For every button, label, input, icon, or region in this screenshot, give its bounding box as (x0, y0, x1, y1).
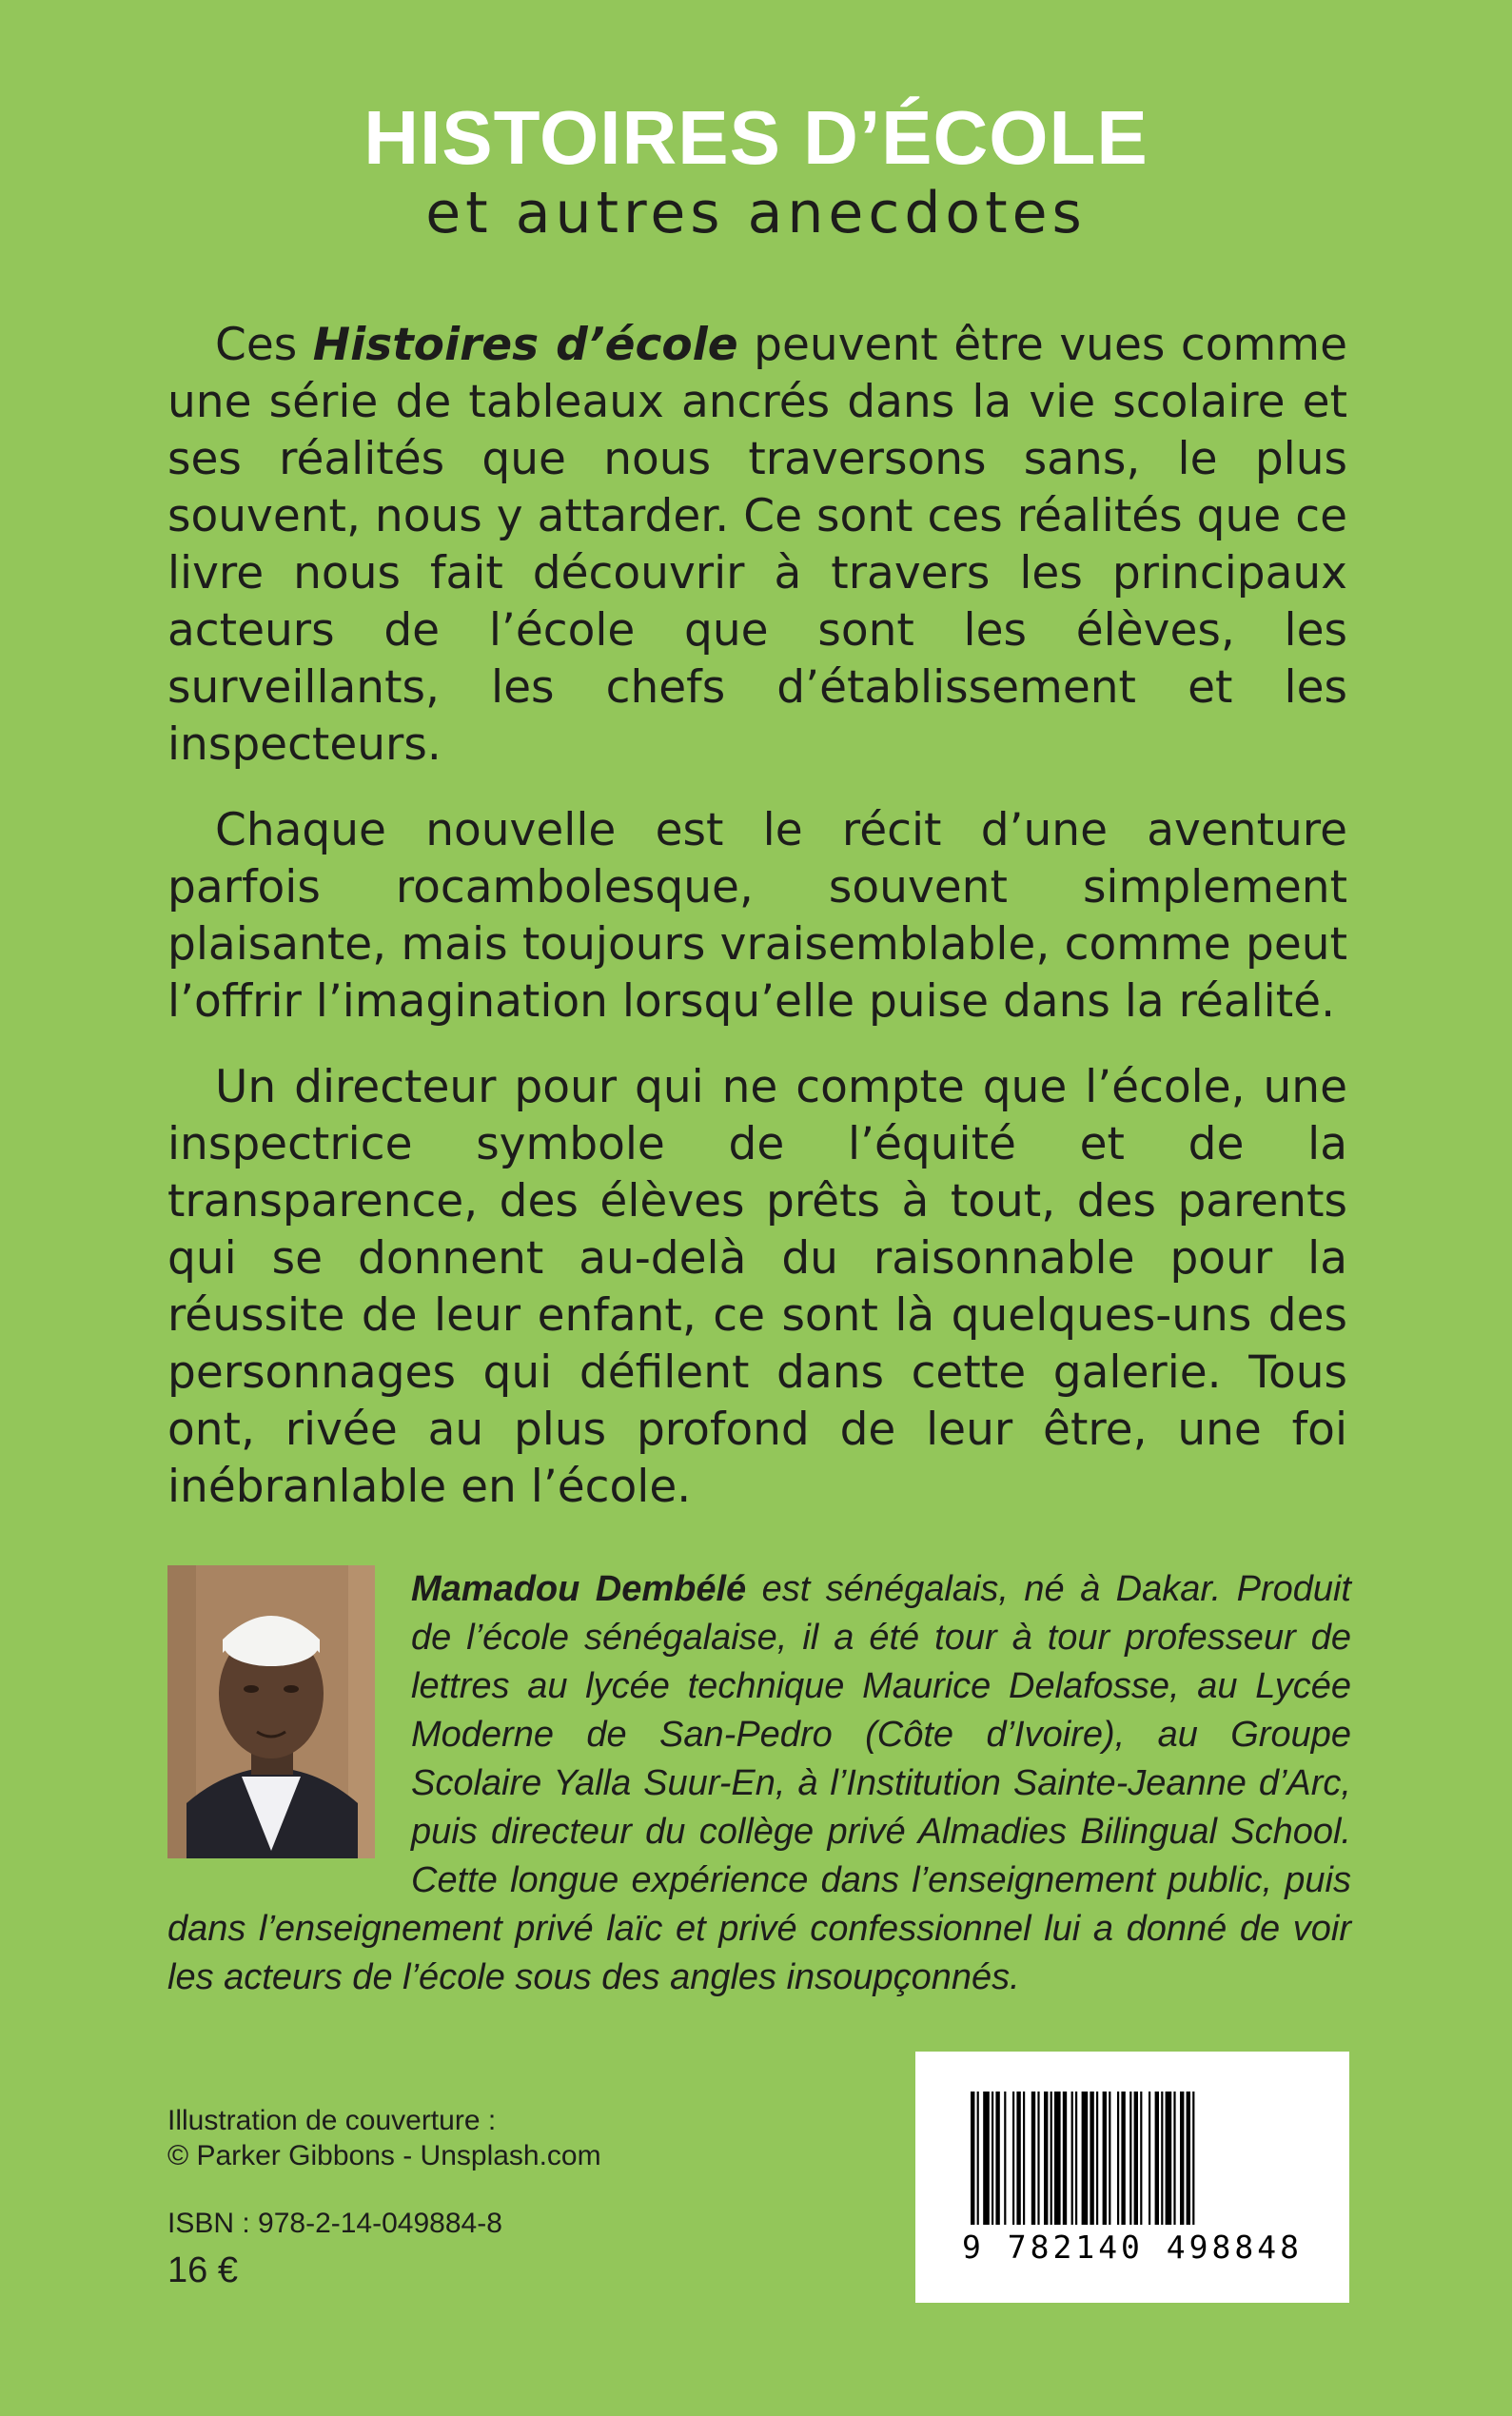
barcode-bar (1180, 2092, 1184, 2225)
blurb-p1-emphasis: Histoires d’école (312, 319, 738, 371)
barcode-bar (1187, 2092, 1190, 2225)
barcode-bar (1134, 2092, 1138, 2225)
blurb-paragraph-2: Chaque nouvelle est le récit d’une aventure parfois rocambolesque, souvent simplement plaisante, mais toujours vraisemblable, comme peut l’offrir l’imagination lorsqu’elle puise dans la réalité. (167, 804, 1347, 1028)
price: 16 € (167, 2250, 238, 2290)
credits-line-1: Illustration de couverture : (167, 2105, 497, 2136)
barcode-bar (1090, 2092, 1093, 2225)
barcode-bar (1082, 2092, 1089, 2225)
barcode-bar (1023, 2092, 1025, 2225)
barcode-bar (1096, 2092, 1098, 2225)
barcode-bar (1149, 2092, 1150, 2225)
barcode-bars (915, 2052, 1349, 2242)
author-name: Mamadou Dembélé (411, 1569, 747, 1609)
blurb (167, 317, 1347, 1544)
isbn: ISBN : 978-2-14-049884-8 (167, 2208, 502, 2239)
barcode-bar (1054, 2092, 1061, 2225)
author-bio-text: est sénégalais, né à Dakar. Produit de l’école sénégalaise, il a été tour à tour professeur de lettres au lycée technique Maurice Delafosse, au Lycée Moderne de San-Pedro (Côte d’Ivoire), au Groupe Scolaire Yalla Suur-En, à l’Institution Sainte-Jeanne d’Arc, puis directeur du collège privé Almadies Bilingual School. Cette longue expérience dans l’enseignement public, puis dans l’enseignement privé laïc et privé confessionnel lui a donné de voir les acteurs de l’école sous des angles insoupçonnés. (167, 1569, 1351, 1997)
barcode-bar (1103, 2092, 1107, 2225)
blurb-p1-rest: peuvent être vues comme une série de tableaux ancrés dans la vie scolaire et ses réalités que nous traversons sans, le plus souvent, nous y attarder. Ce sont ces réalités que ce livre nous fait découvrir à travers les principaux acteurs de l’école que sont les élèves, les surveillants, les chefs d’établissement et les inspecteurs. (167, 319, 1347, 771)
barcode-bar (992, 2092, 993, 2225)
barcode-digits: 9 782140 498848 (961, 2229, 1303, 2266)
barcode-bar (1016, 2092, 1020, 2225)
barcode-bar (1173, 2092, 1175, 2225)
blurb-p1-lead: Ces (215, 319, 313, 371)
barcode-bar (1004, 2092, 1006, 2225)
blurb-paragraph-1 (167, 317, 1347, 774)
barcode-bar (1166, 2092, 1172, 2225)
author-photo (167, 1565, 375, 1858)
barcode-bar (1140, 2092, 1142, 2225)
book-subtitle: et autres anecdotes (425, 180, 1087, 246)
barcode-bar (995, 2092, 999, 2225)
barcode-bar (1012, 2092, 1014, 2225)
barcode-bar (1051, 2092, 1052, 2225)
author-section (167, 1565, 1351, 2002)
barcode-bar (1044, 2092, 1048, 2225)
barcode-bar (971, 2092, 974, 2225)
barcode-bar (1121, 2092, 1125, 2225)
barcode-bar (1155, 2092, 1159, 2225)
barcode-bar (1117, 2092, 1119, 2225)
barcode-bar (1192, 2092, 1194, 2225)
barcode-bar (1129, 2092, 1131, 2225)
barcode-bar (983, 2092, 990, 2225)
barcode-bar (1063, 2092, 1067, 2225)
barcode-bar (1031, 2092, 1035, 2225)
cover-credits (167, 2103, 601, 2173)
cover-title-block (0, 95, 1512, 246)
barcode-bar (1161, 2092, 1163, 2225)
credits-line-2: © Parker Gibbons - Unsplash.com (167, 2140, 601, 2171)
blurb-paragraph-3: Un directeur pour qui ne compte que l’école, une inspectrice symbole de l’équité et de la transparence, des élèves prêts à tout, des parents qui se donnent au-delà du raisonnable pour la réussite de leur enfant, ce sont là quelques-uns des personnages qui défilent dans cette galerie. Tous ont, rivée au plus profond de leur être, une foi inébranlable en l’école. (167, 1061, 1347, 1513)
barcode-bar (977, 2092, 979, 2225)
author-portrait-icon (167, 1565, 375, 1858)
book-title: HISTOIRES D’ÉCOLE (363, 95, 1149, 180)
barcode-bar (1071, 2092, 1073, 2225)
barcode-bar (1109, 2092, 1110, 2225)
barcode-bar (1037, 2092, 1039, 2225)
barcode-bar (1075, 2092, 1077, 2225)
barcode (915, 2052, 1349, 2303)
